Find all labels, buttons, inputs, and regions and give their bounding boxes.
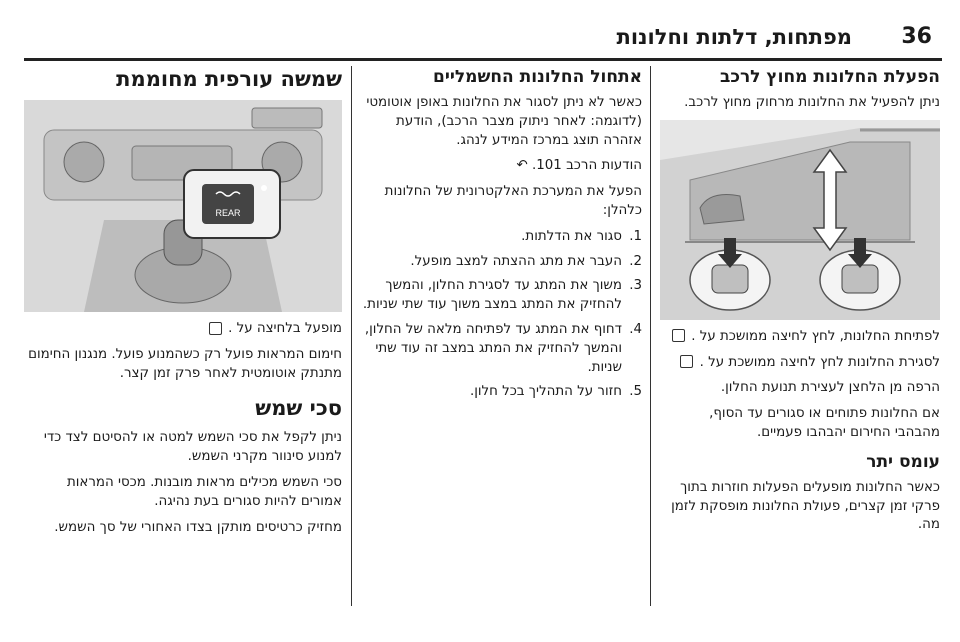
rear-defrost-icon — [209, 322, 222, 335]
paragraph: הפעל את המערכת האלקטרונית של החלונות כלהלן: — [384, 184, 642, 218]
section-heading: הפעלת החלונות מחוץ לרכב — [719, 67, 940, 87]
header-rule — [24, 58, 942, 61]
paragraph: הודעות הרכב 101. — [531, 158, 642, 174]
paragraph: לפתיחת החלונות, לחץ לחיצה ממושכת על . — [691, 328, 940, 344]
list-item: 3. משוך את המתג עד לסגירת החלון, והמשך להחזיק את המתג במצב משוך עוד שתי שניות. — [362, 278, 642, 313]
unlock-icon — [672, 329, 685, 342]
list-item: 4. דחוף את המתג עד לפתיחה מלאה של החלון, והמשך להחזיק את המתג במצב זה עוד שתי שניות. — [364, 321, 642, 375]
page-reference-icon: ↶ — [516, 158, 528, 174]
paragraph: אם החלונות פתוחים או סגורים עד הסוף, מהבהבי החירום יהבהבו פעמיים. — [709, 406, 940, 440]
paragraph: כאשר החלונות מופעלים הפעלות חוזרות בתוך פרקי זמן קצרים, פעולת החלונות מופסקת לזמן מה. — [671, 479, 940, 533]
paragraph: ניתן להפעיל את החלונות מרחוק מחוץ לרכב. — [684, 95, 940, 110]
car-window-key-illustration — [660, 120, 940, 320]
paragraph: הרפה מן הלחצן לעצירת תנועת החלון. — [720, 380, 940, 396]
page-title: מפתחות, דלתות וחלונות — [616, 25, 852, 49]
rear-defrost-button-callout — [184, 170, 280, 238]
paragraph: מופעל בלחיצה על . — [228, 321, 342, 336]
rear-defrost-console-illustration — [24, 100, 342, 312]
column-divider — [351, 66, 352, 606]
paragraph: חימום המראות פועל רק כשהמנוע פועל. מנגנון החימום מתנתק אוטומטית לאחר פרק זמן קצר. — [28, 346, 342, 381]
paragraph: לסגירת החלונות לחץ לחיצה ממושכת על . — [699, 354, 940, 370]
lock-icon — [680, 355, 693, 368]
section-heading: עומס יתר — [866, 451, 940, 472]
rear-label: REAR — [215, 208, 241, 218]
paragraph: סכי השמש מכילים מראות מובנות. מכסי המראות אמורים להיות סגורים בעת נהיגה. — [66, 474, 342, 509]
paragraph: כאשר לא ניתן לסגור את החלונות באופן אוטומטי (לדוגמה: לאחר ניתוק מצבר הרכב), הודעת אזהרה תוצג במרכז המידע לנהג. — [366, 95, 642, 148]
page-header — [0, 0, 960, 60]
section-heading: שמשה עורפית מחוממת — [116, 67, 342, 91]
list-item: 1. סגור את הדלתות. — [521, 228, 642, 244]
page-number: 36 — [901, 24, 932, 49]
paragraph: ניתן לקפל את סכי השמש למטה או להסיטם לצד כדי למנוע סינוור מקרני השמש. — [43, 430, 342, 465]
right-column — [660, 66, 940, 542]
left-column — [24, 66, 342, 544]
section-heading: אתחול החלונות החשמליים — [433, 67, 642, 87]
column-divider — [650, 66, 651, 606]
section-heading: סכי שמש — [255, 396, 342, 421]
middle-column — [360, 66, 642, 408]
list-item: 5. חזור על התהליך בכל חלון. — [469, 384, 642, 400]
paragraph: מחזיק כרטיסים מותקן בצדו האחורי של סך השמש. — [54, 519, 342, 535]
list-item: 2. העבר את מתג ההצתה למצב מופעל. — [410, 253, 642, 269]
step-list — [360, 228, 642, 402]
